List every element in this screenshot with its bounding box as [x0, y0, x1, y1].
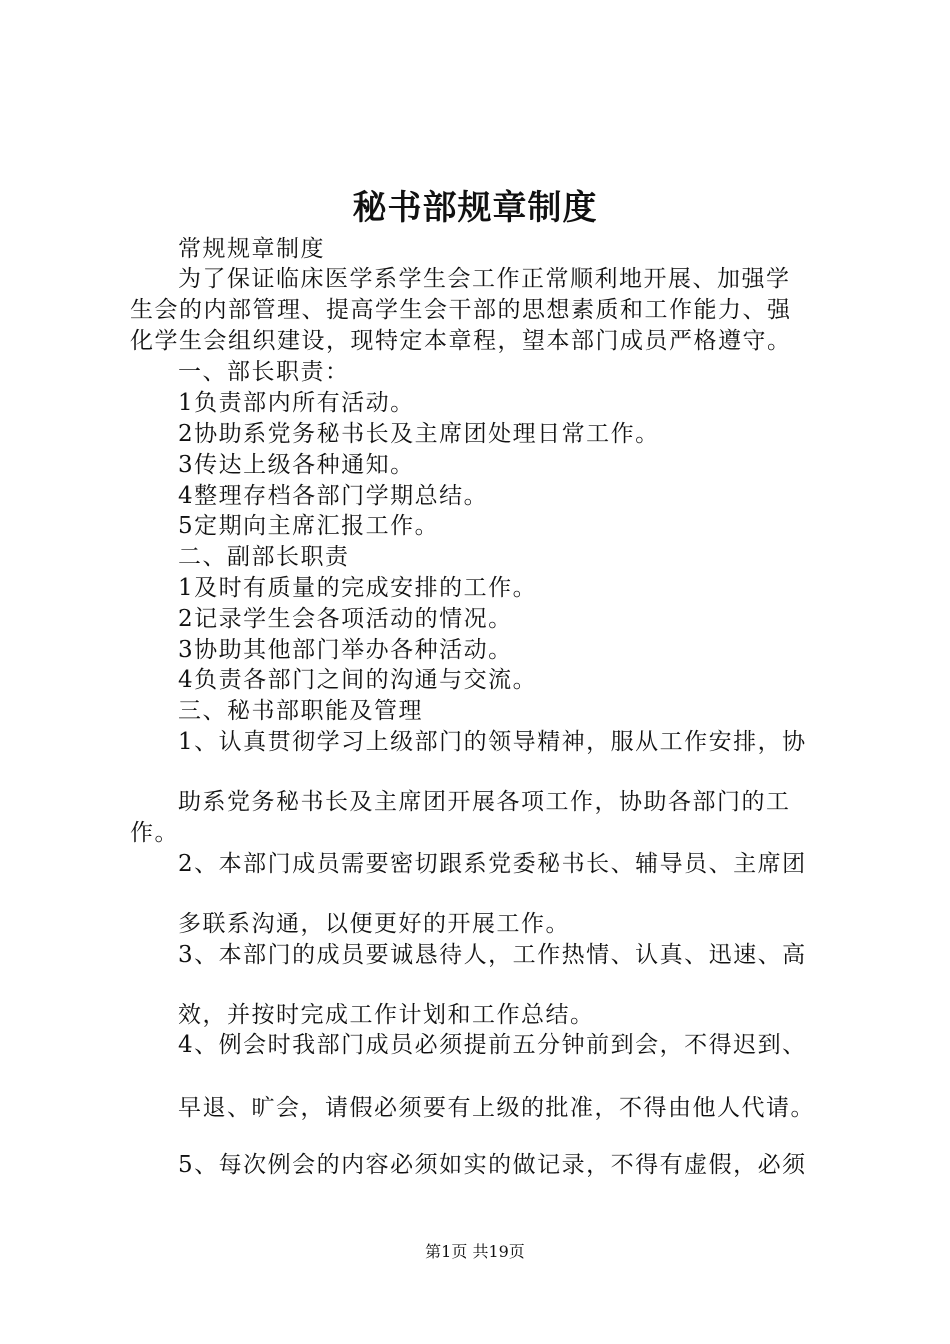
section-heading-regulations: 常规规章制度 [178, 236, 325, 262]
section-heading-functions: 三、秘书部职能及管理 [178, 698, 423, 724]
paragraph-intro-line: 为了保证临床医学系学生会工作正常顺利地开展、加强学 [178, 266, 791, 292]
paragraph-intro-line: 化学生会组织建设，现特定本章程，望本部门成员严格遵守。 [130, 328, 792, 354]
clause-line: 多联系沟通，以便更好的开展工作。 [178, 911, 570, 937]
list-item: 1及时有质量的完成安排的工作。 [178, 575, 538, 601]
clause-line: 早退、旷会，请假必须要有上级的批准，不得由他人代请。 [178, 1095, 815, 1121]
clause-line: 效，并按时完成工作计划和工作总结。 [178, 1002, 595, 1028]
section-heading-vice-minister-duties: 二、副部长职责 [178, 544, 350, 570]
section-heading-minister-duties: 一、部长职责： [178, 359, 350, 385]
clause-line: 3、本部门的成员要诚恳待人，工作热情、认真、迅速、高 [178, 942, 807, 968]
list-item: 3传达上级各种通知。 [178, 452, 415, 478]
list-item: 2记录学生会各项活动的情况。 [178, 606, 513, 632]
page-number-footer: 第1页 共19页 [425, 1242, 525, 1261]
clause-line: 2、本部门成员需要密切跟系党委秘书长、辅导员、主席团 [178, 851, 807, 877]
paragraph-intro-line: 生会的内部管理、提高学生会干部的思想素质和工作能力、强 [130, 297, 792, 323]
list-item: 1负责部内所有活动。 [178, 390, 415, 416]
list-item: 3协助其他部门举办各种活动。 [178, 637, 513, 663]
clause-line: 5、每次例会的内容必须如实的做记录，不得有虚假，必须 [178, 1152, 807, 1178]
clause-line: 4、例会时我部门成员必须提前五分钟前到会，不得迟到、 [178, 1032, 807, 1058]
list-item: 5定期向主席汇报工作。 [178, 513, 440, 539]
list-item: 4负责各部门之间的沟通与交流。 [178, 667, 538, 693]
list-item: 4整理存档各部门学期总结。 [178, 483, 489, 509]
clause-line: 作。 [130, 820, 179, 846]
clause-line: 助系党务秘书长及主席团开展各项工作，协助各部门的工 [178, 789, 791, 815]
list-item: 2协助系党务秘书长及主席团处理日常工作。 [178, 421, 660, 447]
clause-line: 1、认真贯彻学习上级部门的领导精神，服从工作安排，协 [178, 729, 807, 755]
document-title: 秘书部规章制度 [352, 188, 598, 228]
